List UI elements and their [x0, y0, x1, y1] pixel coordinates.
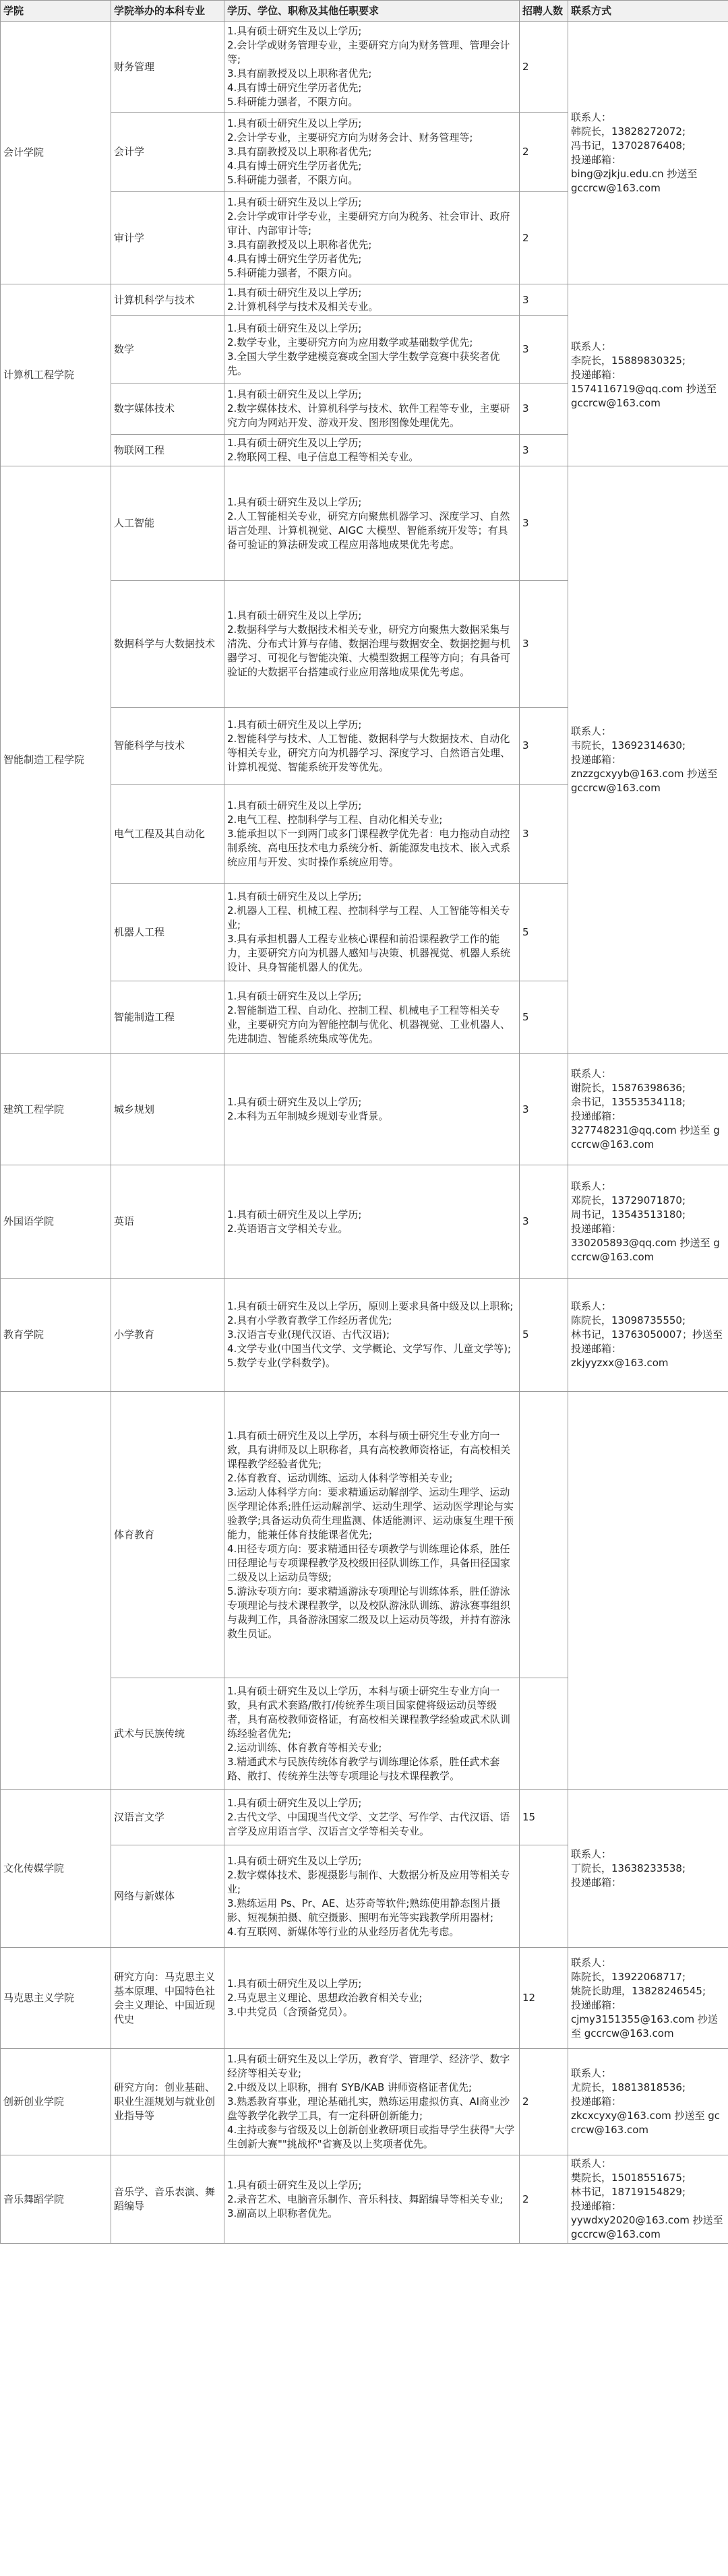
contact-line: 1574116719@qq.com 抄送至 gccrcw@163.com — [571, 383, 717, 409]
hiring-count: 3 — [520, 466, 568, 581]
requirement-line: 1.具有硕士研究生及以上学历; — [227, 1854, 362, 1867]
major-name: 网络与新媒体 — [111, 1845, 224, 1948]
contact-line: zkjyyzxx@163.com — [571, 1357, 669, 1369]
major-name: 财务管理 — [111, 22, 224, 113]
requirement-line: 4.具有博士研究生学历者优先; — [227, 253, 362, 265]
table-row — [1, 1790, 728, 1845]
requirement-line: 3.精通武术与民族传统体育教学与训练理论体系，胜任武术套路、散打、传统养生法等专项理论与技术课程教学。 — [227, 1756, 500, 1782]
hiring-count: 5 — [520, 884, 568, 981]
requirement-line: 2.会计学或审计学专业，主要研究方向为税务、社会审计、政府审计、内部审计等; — [227, 210, 510, 237]
hiring-count — [520, 1392, 568, 1678]
major-name: 音乐学、音乐表演、舞蹈编导 — [111, 2155, 224, 2244]
requirement-line: 2.英语语言文学相关专业。 — [227, 1222, 348, 1235]
major-name: 智能制造工程 — [111, 981, 224, 1054]
requirement-line: 2.机器人工程、机械工程、控制科学与工程、人工智能等相关专业; — [227, 904, 510, 931]
header-requirements: 学历、学位、职称及其他任职要求 — [224, 1, 520, 22]
hiring-count: 2 — [520, 2049, 568, 2155]
contact-line: 联系人： — [571, 1848, 612, 1860]
requirement-line: 5.科研能力强者，不限方向。 — [227, 267, 359, 279]
hiring-count: 2 — [520, 113, 568, 192]
contact-line: 联系人： — [571, 340, 612, 352]
college-name: 建筑工程学院 — [1, 1054, 111, 1165]
requirement-line: 1.具有硕士研究生及以上学历; — [227, 799, 362, 811]
requirement-line: 2.具有小学教育教学工作经历者优先; — [227, 1314, 392, 1326]
requirement-line: 2.物联网工程、电子信息工程等相关专业。 — [227, 451, 419, 463]
contact-line: 李院长，15889830325; — [571, 355, 686, 367]
requirement-line: 3.具有承担机器人工程专业核心课程和前沿课程教学工作的能力，主要研究方向为机器人感知与决策、机器视觉、机器人系统设计、具身智能机器人的优先。 — [227, 933, 511, 973]
requirements-cell — [224, 785, 520, 884]
requirement-line: 1.具有硕士研究生及以上学历; — [227, 1096, 362, 1108]
requirement-line: 1.具有硕士研究生及以上学历; — [227, 495, 362, 508]
major-name: 电气工程及其自动化 — [111, 785, 224, 884]
table-body — [1, 22, 728, 2244]
contact-line: 投递邮箱： — [571, 1998, 622, 2011]
college-name: 智能制造工程学院 — [1, 466, 111, 1054]
requirement-line: 5.科研能力强者，不限方向。 — [227, 174, 359, 186]
requirement-line: 2.本科为五年制城乡规划专业背景。 — [227, 1110, 389, 1122]
table-row — [1, 1948, 728, 2049]
college-name: 会计学院 — [1, 22, 111, 284]
contact-line: 邓院长，13729071870; — [571, 1194, 686, 1206]
requirements-cell — [224, 708, 520, 785]
requirement-line: 1.具有硕士研究生及以上学历; — [227, 388, 362, 400]
requirement-line: 5.数学专业(学科数学)。 — [227, 1357, 336, 1369]
contact-line: 樊院长，15018551675; — [571, 2172, 686, 2184]
header-major: 学院举办的本科专业 — [111, 1, 224, 22]
requirement-line: 2.数学专业，主要研究方向为应用数学或基础数学优先; — [227, 336, 473, 348]
requirement-line: 2.数据科学与大数据技术相关专业，研究方向聚焦大数据采集与清洗、分布式计算与存储、数据治理与数据安全、数据挖掘与机器学习、可视化与智能决策、大模型数据工程等方向；有具备可验证的大数据平台搭建或行业应用落地成果优先考虑。 — [227, 623, 511, 678]
requirement-line: 4.具有博士研究生学历者优先; — [227, 82, 362, 94]
contact-line: bing@zjkju.edu.cn 抄送至 — [571, 167, 698, 180]
contact-cell — [568, 284, 728, 466]
requirement-line: 1.具有硕士研究生及以上学历; — [227, 2178, 362, 2191]
requirement-line: 2.计算机科学与技术及相关专业。 — [227, 301, 379, 313]
requirements-cell — [224, 384, 520, 435]
requirement-line: 2.人工智能相关专业，研究方向聚焦机器学习、深度学习、自然语言处理、计算机视觉、AIGC 大模型、智能系统开发等；有具备可验证的算法研发或工程应用落地成果优先考虑。 — [227, 510, 510, 551]
contact-line: 林书记，13763050007；抄送至 — [571, 1328, 723, 1341]
requirement-line: 4.主持或参与省级及以上创新创业教研项目或指导学生获得"大学生创新大赛""挑战杯"省赛及以上奖项者优先。 — [227, 2124, 515, 2150]
requirement-line: 1.具有硕士研究生及以上学历; — [227, 1208, 362, 1221]
major-name: 汉语言文学 — [111, 1790, 224, 1845]
requirement-line: 3.汉语言专业(现代汉语、古代汉语); — [227, 1328, 390, 1341]
requirement-line: 4.有互联网、新媒体等行业的从业经历者优先考虑。 — [227, 1925, 460, 1938]
contact-line: 联系人： — [571, 1300, 612, 1312]
hiring-count: 2 — [520, 2155, 568, 2244]
requirements-cell — [224, 284, 520, 316]
header-count: 招聘人数 — [520, 1, 568, 22]
requirements-cell — [224, 466, 520, 581]
requirement-line: 3.运动人体科学方向：要求精通运动解剖学、运动生理学、运动医学理论体系;胜任运动解剖学、运动生理学、运动医学理论与实验教学;具备运动负荷生理监测、体适能测评、运动康复生理干预能力，能兼任体育技能课者优先; — [227, 1485, 514, 1541]
requirement-line: 3.能承担以下一到两门或多门课程教学优先者：电力拖动自动控制系统、高电压技术电力系统分析、新能源发电技术、嵌入式系统应用与开发、实时操作系统应用等。 — [227, 827, 511, 868]
major-name: 机器人工程 — [111, 884, 224, 981]
table-row — [1, 1392, 728, 1678]
hiring-count: 3 — [520, 384, 568, 435]
requirement-line: 1.具有硕士研究生及以上学历，本科与硕士研究生专业方向一致，具有武术套路/散打/传统养生项目国家健将级运动员等级者，具有高校教师资格证，有高校相关课程教学经验或武术队训练经验者优先; — [227, 1685, 511, 1740]
contact-line: 330205893@qq.com 抄送至 gccrcw@163.com — [571, 1236, 720, 1263]
major-name: 物联网工程 — [111, 435, 224, 466]
requirement-line: 2.体育教育、运动训练、运动人体科学等相关专业; — [227, 1471, 453, 1484]
table-row — [1, 284, 728, 316]
college-name: 创新创业学院 — [1, 2049, 111, 2155]
contact-line: 投递邮箱： — [571, 2200, 622, 2212]
requirement-line: 1.具有硕士研究生及以上学历; — [227, 1977, 362, 1990]
requirement-line: 5.游泳专项方向：要求精通游泳专项理论与训练体系，胜任游泳专项理论与技术课程教学，以及校队游泳队训练、游泳赛事组织与裁判工作，具备游泳国家二级及以上运动员等级，并持有游泳救生员证。 — [227, 1585, 511, 1640]
major-name: 小学教育 — [111, 1279, 224, 1392]
college-name: 计算机工程学院 — [1, 284, 111, 466]
requirement-line: 3.中共党员（含预备党员）。 — [227, 2006, 353, 2018]
requirement-line: 2.会计学或财务管理专业，主要研究方向为财务管理、管理会计等; — [227, 39, 510, 65]
requirement-line: 1.具有硕士研究生及以上学历，原则上要求具备中级及以上职称; — [227, 1300, 514, 1312]
hiring-count: 3 — [520, 316, 568, 384]
requirements-cell — [224, 1790, 520, 1845]
contact-line: 联系人： — [571, 1068, 612, 1080]
requirement-line: 3.具有副教授及以上职称者优先; — [227, 239, 372, 251]
table-row — [1, 2049, 728, 2155]
major-name: 体育教育 — [111, 1392, 224, 1678]
college-name: 教育学院 — [1, 1279, 111, 1392]
hiring-count: 3 — [520, 708, 568, 785]
major-name: 智能科学与技术 — [111, 708, 224, 785]
table-row — [1, 466, 728, 581]
requirement-line: 2.马克思主义理论、思想政治教育相关专业; — [227, 1992, 423, 2004]
contact-line: 投递邮箱： — [571, 153, 622, 166]
requirement-line: 2.中级及以上职称，拥有 SYB/KAB 讲师资格证者优先; — [227, 2081, 473, 2093]
contact-line: 联系人： — [571, 1956, 612, 1969]
contact-line: gccrcw@163.com — [571, 181, 661, 194]
contact-line: 谢院长，15876398636; — [571, 1082, 686, 1094]
requirements-cell — [224, 1392, 520, 1678]
requirement-line: 2.智能制造工程、自动化、控制工程、机械电子工程等相关专业，主要研究方向为智能控制与优化、机器视觉、工业机器人、先进制造、智能系统集成等优先。 — [227, 1004, 511, 1045]
requirement-line: 2.运动训练、体育教育等相关专业; — [227, 1742, 382, 1754]
requirement-line: 2.录音艺术、电脑音乐制作、音乐科技、舞蹈编导等相关专业; — [227, 2192, 504, 2205]
contact-line: 尤院长，18813818536; — [571, 2081, 686, 2093]
contact-cell — [568, 1948, 728, 2049]
requirement-line: 1.具有硕士研究生及以上学历，教育学、管理学、经济学、数字经济等相关专业; — [227, 2053, 510, 2079]
requirements-cell — [224, 1948, 520, 2049]
requirement-line: 3.全国大学生数学建模竞赛或全国大学生数学竞赛中获奖者优先。 — [227, 350, 500, 377]
requirement-line: 3.具有副教授及以上职称者优先; — [227, 67, 372, 80]
requirement-line: 4.具有博士研究生学历者优先; — [227, 160, 362, 172]
hiring-count: 3 — [520, 1165, 568, 1279]
major-name: 计算机科学与技术 — [111, 284, 224, 316]
requirement-line: 3.副高以上职称者优先。 — [227, 2207, 338, 2219]
contact-line: 韦院长，13692314630; — [571, 739, 686, 752]
requirement-line: 1.具有硕士研究生及以上学历; — [227, 718, 362, 731]
contact-line: 陈院长，13922068717; — [571, 1970, 686, 1983]
requirements-cell — [224, 316, 520, 384]
requirement-line: 3.熟练运用 Ps、Pr、AE、达芬奇等软件;熟练使用静态图片摄影、短视频拍摄、航空摄影、照明布光等实践教学所用器材; — [227, 1897, 501, 1924]
requirement-line: 4.文学专业(中国当代文学、文学概论、文学写作、儿童文学等); — [227, 1343, 512, 1355]
requirements-cell — [224, 1279, 520, 1392]
table-row — [1, 1165, 728, 1279]
requirement-line: 1.具有硕士研究生及以上学历，本科与硕士研究生专业方向一致，具有讲师及以上职称者，具有高校教师资格证，有高校相关课程教学经验者优先; — [227, 1429, 511, 1470]
requirement-line: 2.古代文学、中国现当代文学、文艺学、写作学、古代汉语、语言学及应用语言学、汉语言文学等相关专业。 — [227, 1811, 510, 1837]
contact-line: 投递邮箱： — [571, 2095, 622, 2108]
requirement-line: 1.具有硕士研究生及以上学历; — [227, 1797, 362, 1809]
contact-cell — [568, 466, 728, 1054]
contact-line: 姚院长助理，13828246545; — [571, 1984, 706, 1997]
requirement-line: 2.会计学专业，主要研究方向为财务会计、财务管理等; — [227, 131, 473, 144]
contact-cell — [568, 1790, 728, 1948]
hiring-count: 3 — [520, 1054, 568, 1165]
contact-line: 丁院长，13638233538; — [571, 1862, 686, 1874]
requirements-cell — [224, 581, 520, 708]
hiring-count: 3 — [520, 785, 568, 884]
requirement-line: 1.具有硕士研究生及以上学历; — [227, 989, 362, 1002]
requirement-line: 1.具有硕士研究生及以上学历; — [227, 117, 362, 129]
contact-line: 林书记，18719154829; — [571, 2186, 686, 2198]
requirements-cell — [224, 435, 520, 466]
contact-line: 联系人： — [571, 111, 612, 123]
contact-cell — [568, 1054, 728, 1165]
hiring-count: 12 — [520, 1948, 568, 2049]
major-name: 英语 — [111, 1165, 224, 1279]
requirement-line: 3.具有副教授及以上职称者优先; — [227, 146, 372, 158]
contact-line: 联系人： — [571, 1179, 612, 1192]
requirement-line: 1.具有硕士研究生及以上学历; — [227, 609, 362, 621]
requirements-cell — [224, 22, 520, 113]
requirements-cell — [224, 1165, 520, 1279]
contact-line: yywdxy2020@163.com 抄送至 gccrcw@163.com — [571, 2214, 723, 2240]
hiring-count: 5 — [520, 1279, 568, 1392]
contact-cell — [568, 1165, 728, 1279]
table-row — [1, 2155, 728, 2244]
major-name: 审计学 — [111, 192, 224, 284]
hiring-count — [520, 1678, 568, 1790]
requirement-line: 5.科研能力强者，不限方向。 — [227, 96, 359, 108]
header-college: 学院 — [1, 1, 111, 22]
contact-cell — [568, 1392, 728, 1790]
contact-line: 投递邮箱： — [571, 1343, 622, 1355]
contact-line: 联系人： — [571, 725, 612, 737]
hiring-count: 15 — [520, 1790, 568, 1845]
requirement-line: 4.田径专项方向：要求精通田径专项教学与训练理论体系，胜任田径理论与专项课程教学及校级田径队训练工作，具备田径国家二级及以上运动员等级; — [227, 1542, 511, 1583]
requirements-cell — [224, 1845, 520, 1948]
table-row — [1, 1279, 728, 1392]
hiring-count: 2 — [520, 22, 568, 113]
requirements-cell — [224, 192, 520, 284]
requirements-cell — [224, 1054, 520, 1165]
major-name: 研究方向：马克思主义基本原理、中国特色社会主义理论、中国近现代史 — [111, 1948, 224, 2049]
requirements-cell — [224, 113, 520, 192]
major-name: 数据科学与大数据技术 — [111, 581, 224, 708]
contact-cell — [568, 1279, 728, 1392]
contact-line: 陈院长，13098735550; — [571, 1314, 686, 1326]
requirement-line: 1.具有硕士研究生及以上学历; — [227, 890, 362, 902]
contact-line: 余书记，13553534118; — [571, 1096, 686, 1108]
contact-line: 周书记，13543513180; — [571, 1208, 686, 1221]
college-name: 音乐舞蹈学院 — [1, 2155, 111, 2244]
requirement-line: 2.智能科学与技术、人工智能、数据科学与大数据技术、自动化等相关专业，研究方向为机器学习、深度学习、自然语言处理、计算机视觉、智能系统开发等优先。 — [227, 732, 511, 773]
major-name: 数字媒体技术 — [111, 384, 224, 435]
hiring-count: 2 — [520, 192, 568, 284]
contact-line: 投递邮箱： — [571, 369, 622, 381]
contact-line: 韩院长，13828272072; — [571, 125, 686, 137]
table-row — [1, 22, 728, 113]
college-name — [1, 1392, 111, 1790]
major-name: 会计学 — [111, 113, 224, 192]
major-name: 人工智能 — [111, 466, 224, 581]
requirement-line: 2.电气工程、控制科学与工程、自动化相关专业; — [227, 813, 443, 826]
requirement-line: 3.熟悉教育事业，理论基础扎实，熟练运用虚拟仿真、AI商业沙盘等教学化教学工具，有一定科研创新能力; — [227, 2095, 510, 2122]
requirements-cell — [224, 884, 520, 981]
table-row — [1, 1054, 728, 1165]
header-contact: 联系方式 — [568, 1, 728, 22]
requirement-line: 1.具有硕士研究生及以上学历; — [227, 25, 362, 37]
hiring-count: 3 — [520, 435, 568, 466]
contact-line: 联系人： — [571, 2067, 612, 2079]
requirement-line: 1.具有硕士研究生及以上学历; — [227, 196, 362, 208]
requirements-cell — [224, 1678, 520, 1790]
contact-line: 投递邮箱： — [571, 754, 622, 766]
hiring-count — [520, 1845, 568, 1948]
college-name: 马克思主义学院 — [1, 1948, 111, 2049]
requirement-line: 1.具有硕士研究生及以上学历; — [227, 286, 362, 299]
hiring-count: 5 — [520, 981, 568, 1054]
header-row — [1, 1, 728, 22]
major-name: 武术与民族传统 — [111, 1678, 224, 1790]
requirements-cell — [224, 2049, 520, 2155]
contact-line: zkcxcyxy@163.com 抄送至 gccrcw@163.com — [571, 2110, 721, 2136]
college-name: 外国语学院 — [1, 1165, 111, 1279]
hiring-count: 3 — [520, 581, 568, 708]
contact-line: znzzgcxyyb@163.com 抄送至 gccrcw@163.com — [571, 768, 718, 794]
contact-cell — [568, 2049, 728, 2155]
requirements-cell — [224, 2155, 520, 2244]
contact-line: cjmy3151355@163.com 抄送至 gccrcw@163.com — [571, 2013, 718, 2040]
requirement-line: 2.数字媒体技术、计算机科学与技术、软件工程等专业，主要研究方向为网站开发、游戏开发、图形图像处理优先。 — [227, 402, 510, 429]
contact-line: 冯书记，13702876408; — [571, 139, 686, 152]
contact-line: 投递邮箱： — [571, 1876, 622, 1889]
contact-line: 327748231@qq.com 抄送至 gccrcw@163.com — [571, 1124, 720, 1151]
contact-line: 投递邮箱： — [571, 1110, 622, 1122]
contact-line: 联系人： — [571, 2157, 612, 2170]
contact-line: 投递邮箱： — [571, 1222, 622, 1235]
requirement-line: 2.数字媒体技术、影视摄影与制作、大数据分析及应用等相关专业; — [227, 1868, 510, 1895]
requirements-cell — [224, 981, 520, 1054]
major-name: 研究方向：创业基础、职业生涯规划与就业创业指导等 — [111, 2049, 224, 2155]
hiring-count: 3 — [520, 284, 568, 316]
major-name: 数学 — [111, 316, 224, 384]
contact-cell — [568, 22, 728, 284]
major-name: 城乡规划 — [111, 1054, 224, 1165]
college-name: 文化传媒学院 — [1, 1790, 111, 1948]
requirement-line: 1.具有硕士研究生及以上学历; — [227, 437, 362, 449]
contact-cell — [568, 2155, 728, 2244]
requirement-line: 1.具有硕士研究生及以上学历; — [227, 321, 362, 334]
